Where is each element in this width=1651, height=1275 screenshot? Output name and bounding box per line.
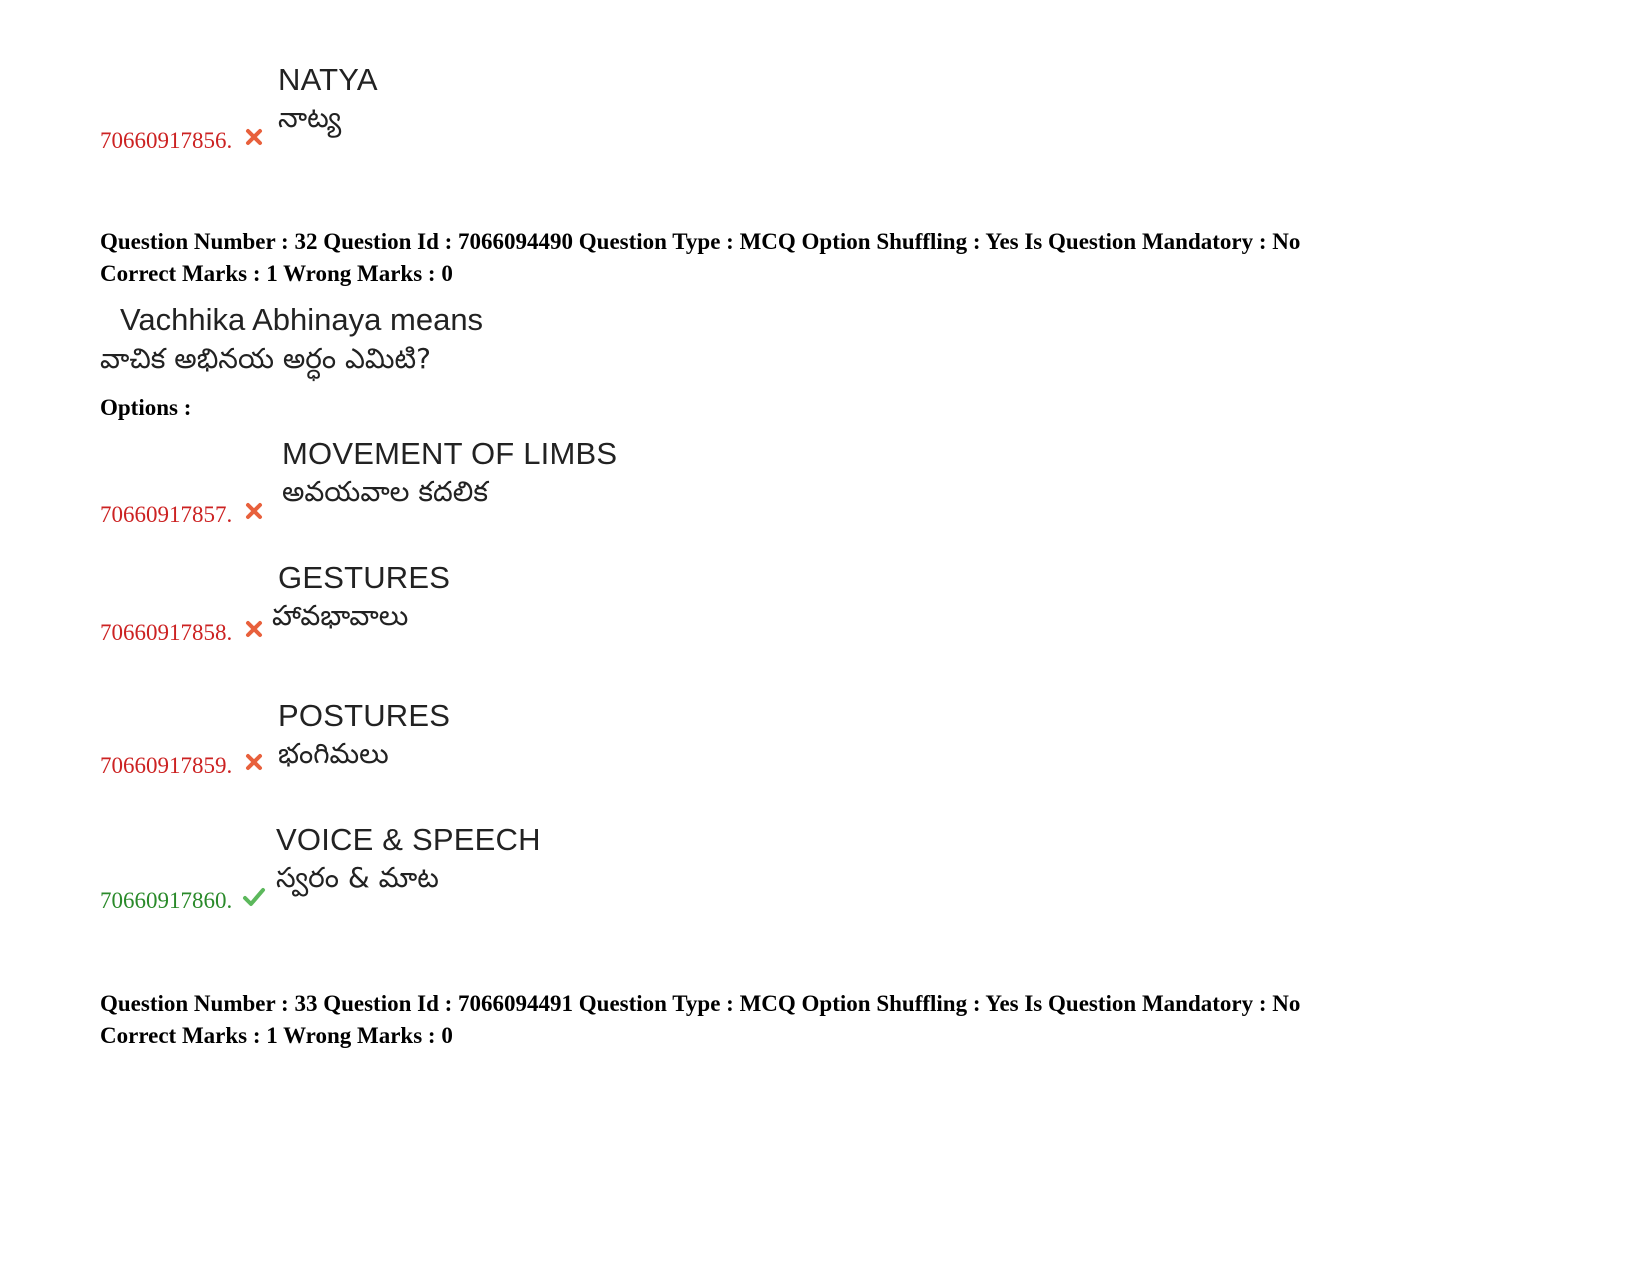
option-english-text: VOICE & SPEECH <box>276 822 541 857</box>
question-telugu-text: వాచిక అభినయ అర్ధం ఎమిటి? <box>100 342 431 375</box>
option-image-70660917856 <box>278 60 378 137</box>
question-english-text: Vachhika Abhinaya means <box>120 302 484 337</box>
option-english-text: NATYA <box>278 62 378 97</box>
option-telugu-text: నాట్య <box>278 101 342 135</box>
option-id-70660917857: 70660917857. <box>100 502 233 527</box>
option-telugu-text: అవయవాల కదలిక <box>282 475 488 509</box>
option-english-text: MOVEMENT OF LIMBS <box>282 436 618 471</box>
option-telugu-text: స్వరం & మాట <box>276 861 439 895</box>
option-id-70660917860: 70660917860. <box>100 888 233 913</box>
option-english-text: POSTURES <box>278 698 451 733</box>
option-image-70660917860 <box>276 820 541 897</box>
cross-icon <box>243 126 265 148</box>
option-image-70660917857 <box>282 434 617 511</box>
option-telugu-text: భంగిమలు <box>278 737 389 771</box>
question-text <box>100 302 483 382</box>
option-english-text: GESTURES <box>278 560 451 595</box>
option-image-70660917859 <box>278 696 450 773</box>
option-image-70660917858 <box>272 558 450 635</box>
question-meta-line2: Correct Marks : 1 Wrong Marks : 0 <box>100 261 453 286</box>
option-id-70660917859: 70660917859. <box>100 753 233 778</box>
cross-icon <box>243 751 265 773</box>
options-label: Options : <box>100 395 192 420</box>
option-id-70660917856: 70660917856. <box>100 128 233 153</box>
cross-icon <box>243 618 265 640</box>
cross-icon <box>243 500 265 522</box>
question-meta-line1: Question Number : 33 Question Id : 7066094491 Question Type : MCQ Option Shuffling : Yes Is Question Mandatory : No <box>100 991 1301 1016</box>
question-meta-line2: Correct Marks : 1 Wrong Marks : 0 <box>100 1023 453 1048</box>
check-icon <box>242 886 266 908</box>
question-meta-line1: Question Number : 32 Question Id : 7066094490 Question Type : MCQ Option Shuffling : Yes Is Question Mandatory : No <box>100 229 1301 254</box>
option-id-70660917858: 70660917858. <box>100 620 233 645</box>
option-telugu-text: హావభావాలు <box>272 599 409 633</box>
